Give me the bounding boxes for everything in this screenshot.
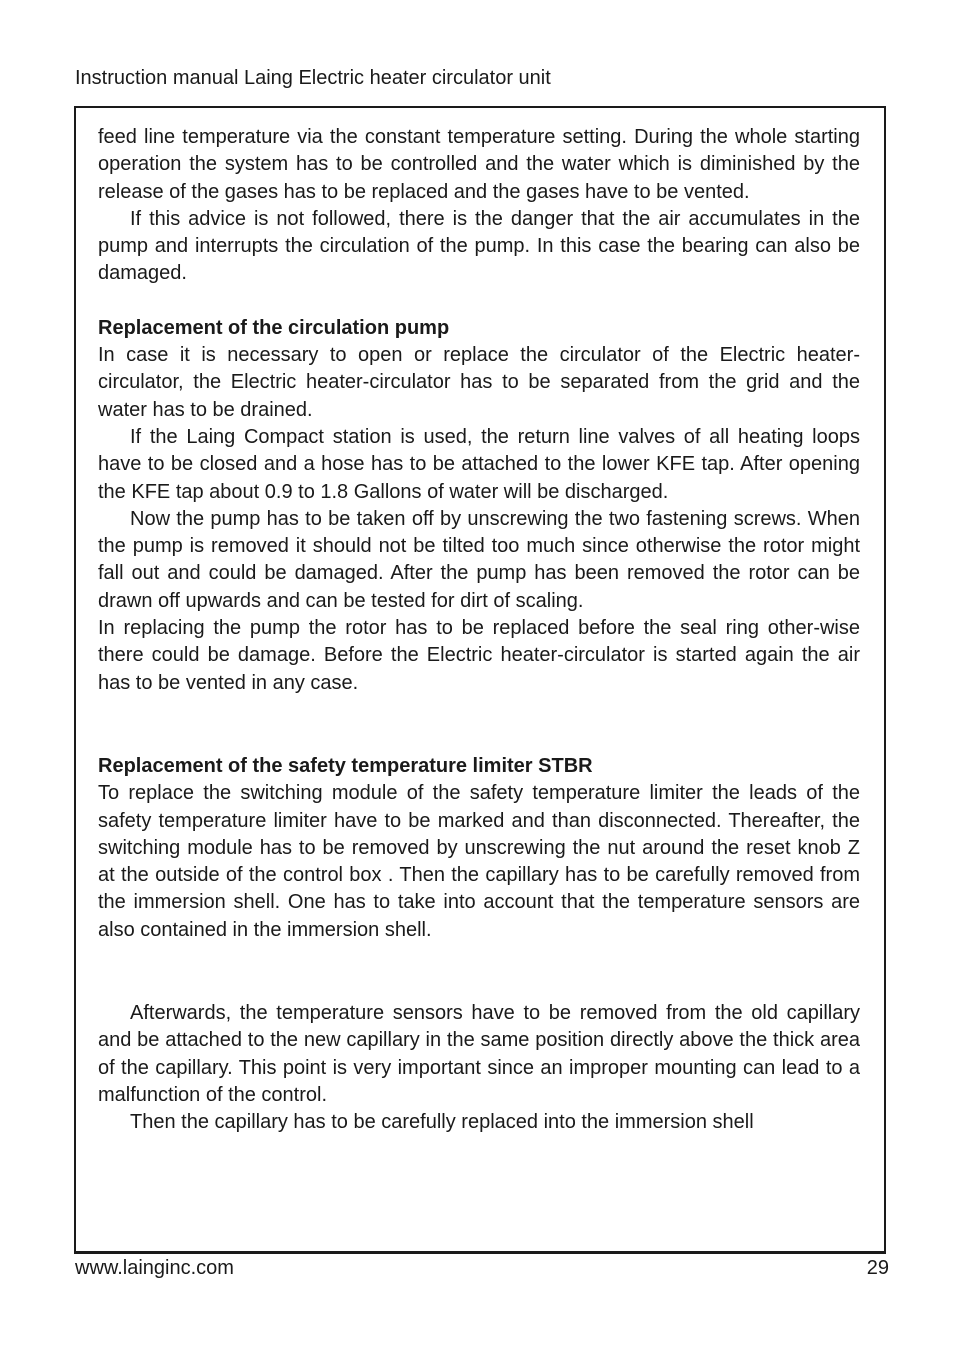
body-text	[98, 124, 860, 1137]
section-heading-circulation-pump: Replacement of the circulation pump	[98, 316, 450, 339]
paragraph-switching-module: To replace the switching module of the safety temperature limiter the leads of the safety temperature limiter have to be marked and than disconnected. Thereafter, the switching module has to be removed by unscrewing the nut around the reset knob Z at the outside of the control box . Then the capillary has to be carefully removed from the immersion shell. One has to take into account that the temperature sensors are also contained in the immersion shell.	[98, 782, 860, 941]
footer-website: www.lainginc.com	[75, 1257, 234, 1279]
paragraph-pump-replacing: In replacing the pump the rotor has to be replaced before the seal ring other-wise there could be damage. Before the Electric heater-circulator is started again the air has to be vented in any case.	[98, 617, 860, 694]
paragraph-warning: If this advice is not followed, there is the danger that the air accumulates in the pump and interrupts the circulation of the pump. In this case the bearing can also be damaged.	[98, 207, 860, 285]
paragraph-intro: feed line temperature via the constant temperature setting. During the whole starting operation the system has to be controlled and the water which is diminished by the release of the gases has to be replaced and the gases have to be vented.	[98, 126, 860, 203]
section-heading-safety-limiter: Replacement of the safety temperature limiter STBR	[98, 754, 593, 777]
page-header: Instruction manual Laing Electric heater circulator unit	[75, 67, 551, 89]
paragraph-compact-station: If the Laing Compact station is used, the return line valves of all heating loops have to be closed and a hose has to be attached to the lower KFE tap. After opening the KFE tap about 0.9 to 1.8 Gallons of water will be discharged.	[98, 425, 860, 503]
paragraph-pump-separation: In case it is necessary to open or replace the circulator of the Electric heater-circulator, the Electric heater-circulator has to be separated from the grid and the water has to be drained.	[98, 344, 860, 421]
content-frame	[74, 106, 886, 1254]
paragraph-capillary-replace: Then the capillary has to be carefully replaced into the immersion shell	[130, 1111, 754, 1134]
paragraph-pump-removal: Now the pump has to be taken off by unscrewing the two fastening screws. When the pump is removed it should not be tilted too much since otherwise the rotor might fall out and could be damaged. After the pump has been removed the rotor can be drawn off upwards and can be tested for dirt of scaling.	[98, 507, 860, 612]
page-number: 29	[866, 1257, 889, 1279]
paragraph-temperature-sensors: Afterwards, the temperature sensors have to be removed from the old capillary and be attached to the new capillary in the same position directly above the thick area of the capillary. This point is very important since an improper mounting can lead to a malfunction of the control.	[98, 1002, 860, 1106]
